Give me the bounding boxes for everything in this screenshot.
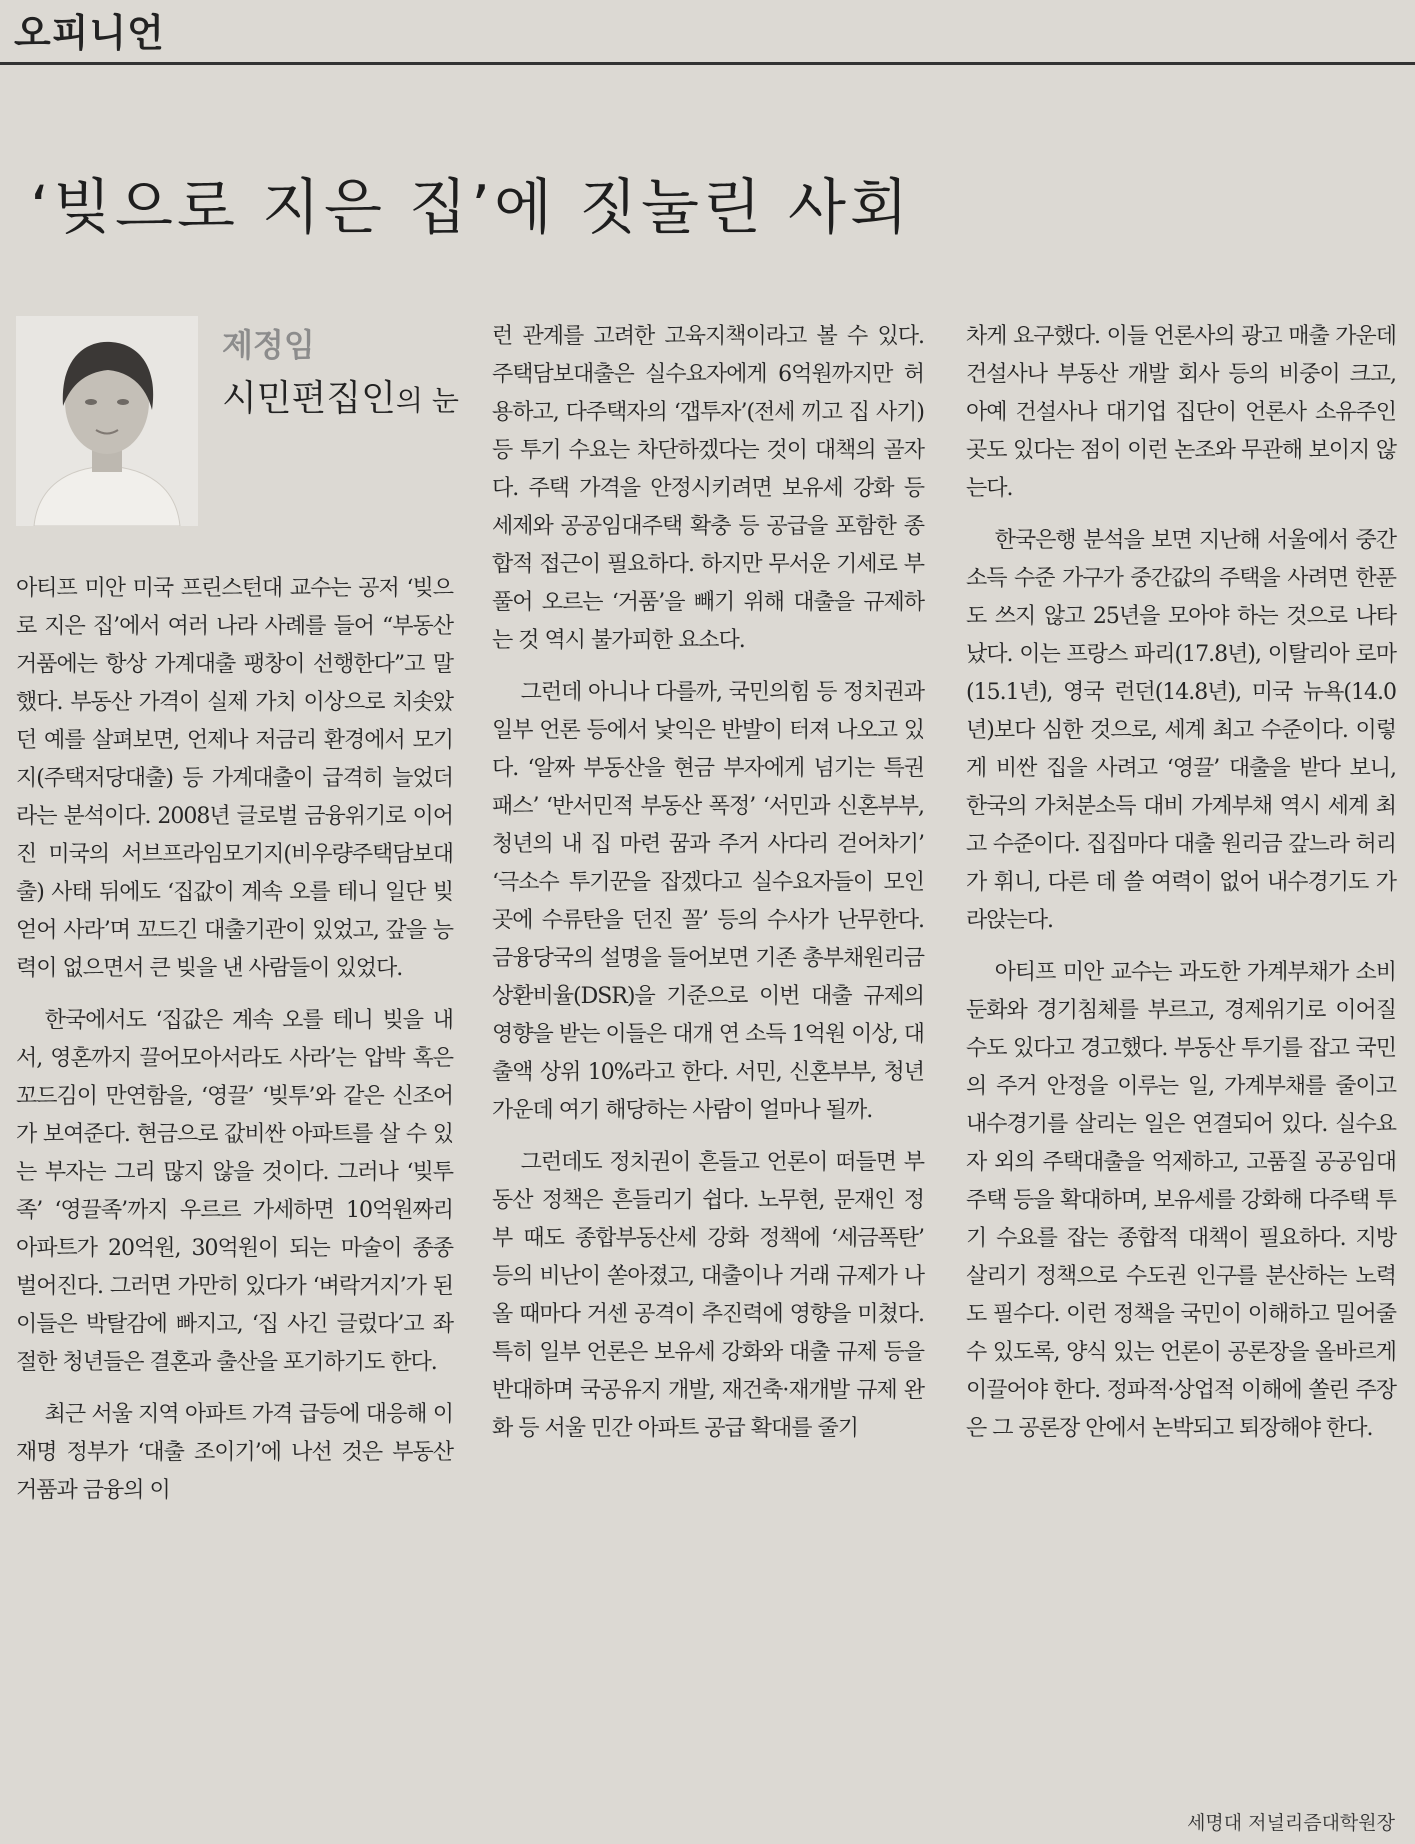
article-headline: ‘빚으로 지은 집’에 짓눌린 사회 — [30, 173, 912, 243]
paragraph: 최근 서울 지역 아파트 가격 급등에 대응해 이재명 정부가 ‘대출 조이기’에 나선 것은 부동산 거품과 금융의 이 — [16, 1402, 453, 1503]
paragraph: 아티프 미안 교수는 과도한 가계부채가 소비 둔화와 경기침체를 부르고, 경제위기로 이어질 수도 있다고 경고했다. 부동산 투기를 잡고 국민의 주거 안정을 이루는 일, 가계부채를 줄이고 내수경기를 살리는 일은 연결되어 있다. 실수요자 외의 주택대출을 억제하고, 고품질 공공임대주택 등을 확대하며, 보유세를 강화해 다주택 투기 수요를 잡는 종합적 대책이 필요하다. 지방 살리기 정책으로 수도권 인구를 분산하는 노력도 필수다. 이런 정책을 국민이 이해하고 밀어줄 수 있도록, 양식 있는 언론이 공론장을 올바르게 이끌어야 한다. 정파적·상업적 이해에 쏠린 주장은 그 공론장 안에서 논박되고 퇴장해야 한다. — [966, 960, 1396, 1441]
paragraph: 그런데 아니나 다를까, 국민의힘 등 정치권과 일부 언론 등에서 낯익은 반발이 터져 나오고 있다. ‘알짜 부동산을 현금 부자에게 넘기는 특권 패스’ ‘반서민적 부동산 폭정’ ‘서민과 신혼부부, 청년의 내 집 마련 꿈과 주거 사다리 걷어차기’ ‘극소수 투기꾼을 잡겠다고 실수요자들이 모인 곳에 수류탄을 던진 꼴’ 등의 수사가 난무한다. 금융당국의 설명을 들어보면 기존 총부채원리금상환비율(DSR)을 기준으로 이번 대출 규제의 영향을 받는 이들은 대개 연 소득 1억원 이상, 대출액 상위 10%라고 한다. 서민, 신혼부부, 청년 가운데 여기 해당하는 사람이 얼마나 될까. — [492, 680, 924, 1123]
column-name-suffix: 의 눈 — [395, 384, 459, 417]
section-divider — [0, 62, 1415, 65]
section-label: 오피니언 — [14, 11, 165, 55]
column-name — [222, 370, 459, 421]
paragraph: 그런데도 정치권이 흔들고 언론이 떠들면 부동산 정책은 흔들리기 쉽다. 노무현, 문재인 정부 때도 종합부동산세 강화 정책에 ‘세금폭탄’ 등의 비난이 쏟아졌고, 대출이나 거래 규제가 나올 때마다 거센 공격이 추진력에 영향을 미쳤다. 특히 일부 언론은 보유세 강화와 대출 규제 등을 반대하며 국공유지 개발, 재건축·재개발 규제 완화 등 서울 민간 아파트 공급 확대를 줄기 — [492, 1150, 924, 1441]
article-column-3 — [966, 318, 1396, 1448]
paragraph: 차게 요구했다. 이들 언론사의 광고 매출 가운데 건설사나 부동산 개발 회사 등의 비중이 크고, 아예 건설사나 대기업 집단이 언론사 소유주인 곳도 있다는 점이 이런 논조와 무관해 보이지 않는다. — [966, 324, 1396, 501]
author-portrait-icon — [16, 316, 198, 526]
article-column-1 — [16, 570, 453, 1510]
paragraph: 런 관계를 고려한 고육지책이라고 볼 수 있다. 주택담보대출은 실수요자에게 6억원까지만 허용하고, 다주택자의 ‘갭투자’(전세 끼고 집 사기) 등 투기 수요는 차단하겠다는 것이 대책의 골자다. 주택 가격을 안정시키려면 보유세 강화 등 세제와 공공임대주택 확충 등 공급을 포함한 종합적 접근이 필요하다. 하지만 무서운 기세로 부풀어 오르는 ‘거품’을 빼기 위해 대출을 규제하는 것 역시 불가피한 요소다. — [492, 324, 924, 653]
paragraph: 한국은행 분석을 보면 지난해 서울에서 중간소득 수준 가구가 중간값의 주택을 사려면 한푼도 쓰지 않고 25년을 모아야 하는 것으로 나타났다. 이는 프랑스 파리(17.8년), 이탈리아 로마(15.1년), 영국 런던(14.8년), 미국 뉴욕(14.0년)보다 심한 것으로, 세계 최고 수준이다. 이렇게 비싼 집을 사려고 ‘영끌’ 대출을 받다 보니, 한국의 가처분소득 대비 가계부채 역시 세계 최고 수준이다. 집집마다 대출 원리금 갚느라 허리가 휘니, 다른 데 쓸 여력이 없어 내수경기도 가라앉는다. — [966, 528, 1396, 933]
author-name: 제정임 — [222, 326, 315, 364]
article-column-2 — [492, 318, 924, 1448]
author-affiliation: 세명대 저널리즘대학원장 — [1187, 1812, 1395, 1834]
paragraph: 아티프 미안 미국 프린스턴대 교수는 공저 ‘빚으로 지은 집’에서 여러 나라 사례를 들어 “부동산 거품에는 항상 가계대출 팽창이 선행한다”고 말했다. 부동산 가격이 실제 가치 이상으로 치솟았던 예를 살펴보면, 언제나 저금리 환경에서 모기지(주택저당대출) 등 가계대출이 급격히 늘었더라는 분석이다. 2008년 글로벌 금융위기로 이어진 미국의 서브프라임모기지(비우량주택담보대출) 사태 뒤에도 ‘집값이 계속 오를 테니 일단 빚 얻어 사라’며 꼬드긴 대출기관이 있었고, 갚을 능력이 없으면서 큰 빚을 낸 사람들이 있었다. — [16, 576, 453, 981]
paragraph: 한국에서도 ‘집값은 계속 오를 테니 빚을 내서, 영혼까지 끌어모아서라도 사라’는 압박 혹은 꼬드김이 만연함을, ‘영끌’ ‘빚투’와 같은 신조어가 보여준다. 현금으로 값비싼 아파트를 살 수 있는 부자는 그리 많지 않을 것이다. 그러나 ‘빚투족’ ‘영끌족’까지 우르르 가세하면 10억원짜리 아파트가 20억원, 30억원이 되는 마술이 종종 벌어진다. 그러면 가만히 있다가 ‘벼락거지’가 된 이들은 박탈감에 빠지고, ‘집 사긴 글렀다’고 좌절한 청년들은 결혼과 출산을 포기하기도 한다. — [16, 1008, 453, 1375]
column-name-main: 시민편집인 — [222, 378, 396, 419]
author-photo — [16, 316, 198, 526]
